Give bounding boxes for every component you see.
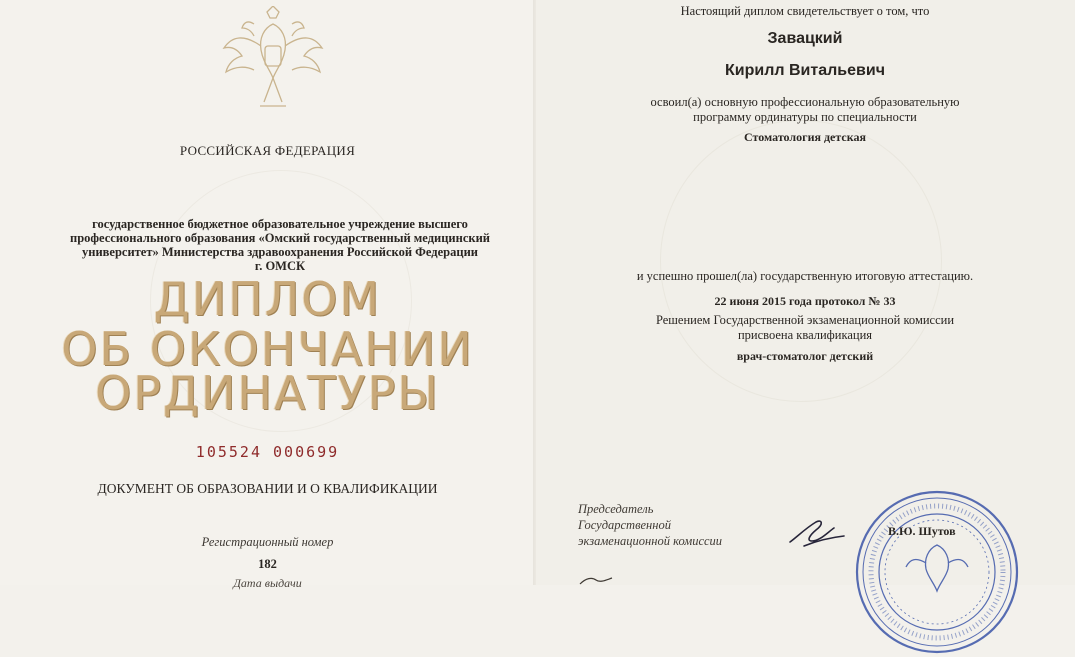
decision-line: присвоена квалификация bbox=[737, 328, 873, 342]
institution-name bbox=[40, 217, 520, 273]
signature-icon bbox=[786, 514, 848, 554]
chair-line: Государственной bbox=[578, 518, 671, 532]
qualification: врач-стоматолог детский bbox=[736, 349, 874, 363]
second-signature-icon bbox=[578, 574, 618, 586]
serial-number: 105524 000699 bbox=[195, 443, 340, 461]
certification-intro: Настоящий диплом свидетельствует о том, что bbox=[680, 4, 930, 18]
diploma-title-line: ОРДИНАТУРЫ bbox=[95, 366, 440, 420]
institution-line: государственное бюджетное образовательное учреждение высшего bbox=[92, 217, 468, 231]
institution-line: университет» Министерства здравоохранения Российской Федерации bbox=[82, 245, 478, 259]
institution-line: профессионального образования «Омский государственный медицинский bbox=[70, 231, 490, 245]
program-statement bbox=[535, 95, 1075, 125]
chair-line: экзаменационной комиссии bbox=[578, 534, 723, 548]
protocol-info: 22 июня 2015 года протокол № 33 bbox=[714, 294, 896, 308]
graduate-surname: Завацкий bbox=[767, 30, 843, 47]
commission-chair-label bbox=[578, 501, 722, 549]
document-type: ДОКУМЕНТ ОБ ОБРАЗОВАНИИ И О КВАЛИФИКАЦИИ bbox=[97, 481, 438, 496]
issue-date-label: Дата выдачи bbox=[233, 576, 302, 590]
registration-number: 182 bbox=[258, 557, 277, 571]
program-line: программу ординатуры по специальности bbox=[693, 110, 917, 124]
double-headed-eagle-emblem-icon bbox=[214, 6, 332, 118]
diploma-title-line: ДИПЛОМ bbox=[153, 272, 382, 326]
round-blue-seal-icon bbox=[852, 487, 1022, 657]
commission-decision bbox=[535, 313, 1075, 343]
specialty: Стоматология детская bbox=[744, 130, 866, 144]
chair-line: Председатель bbox=[578, 502, 654, 516]
graduate-name: Кирилл Витальевич bbox=[725, 62, 885, 79]
registration-label: Регистрационный номер bbox=[201, 535, 334, 549]
decision-line: Решением Государственной экзаменационной комиссии bbox=[655, 313, 955, 327]
country-name: РОССИЙСКАЯ ФЕДЕРАЦИЯ bbox=[179, 143, 356, 158]
program-line: освоил(а) основную профессиональную образовательную bbox=[650, 95, 960, 109]
diploma-title-line: ОБ ОКОНЧАНИИ bbox=[61, 322, 474, 376]
attestation-statement: и успешно прошел(ла) государственную итоговую аттестацию. bbox=[636, 269, 974, 283]
institution-line: г. ОМСК bbox=[254, 259, 306, 273]
chair-name: В.Ю. Шутов bbox=[888, 524, 956, 538]
